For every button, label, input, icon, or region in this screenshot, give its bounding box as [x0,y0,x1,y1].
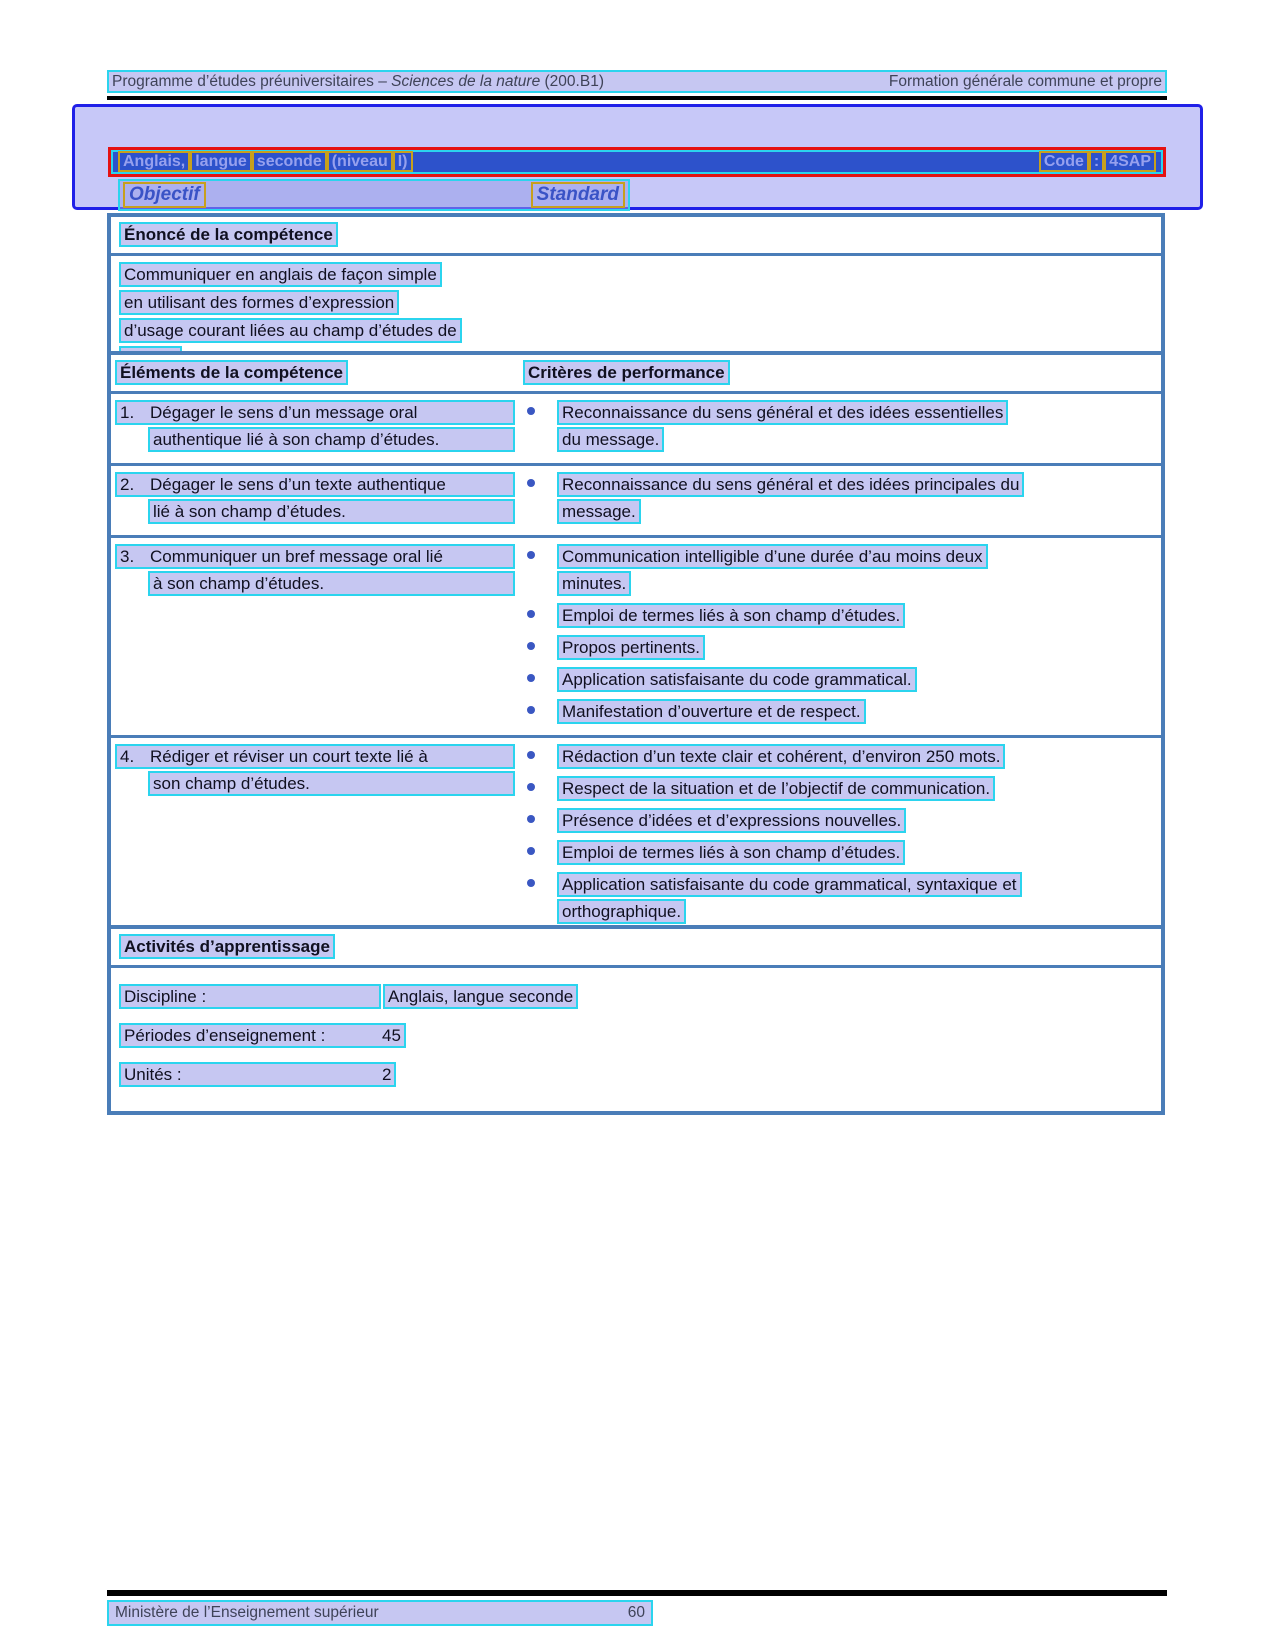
competence-table-header [111,355,1161,394]
enonce-line [119,262,1157,287]
highlighted-text: lié à son champ d’études. [148,499,515,524]
criterion-item [523,603,1157,630]
element-cell [115,400,523,454]
criteres-header-cell [523,360,1157,385]
element-number: 1. [120,403,135,422]
activity-line [119,1023,406,1048]
criterion-line [557,400,1008,425]
highlighted-text: 1. Dégager le sens d’un message oral [115,400,515,425]
activity-line [119,1062,396,1087]
element-line [115,427,523,452]
header-left-suffix: (200.B1) [540,73,604,90]
criterion-line [557,635,705,660]
highlighted-text: du message. [557,427,664,452]
activity-row [119,1023,1157,1048]
criterion-lines [557,744,1005,771]
footer-line [107,1600,653,1626]
highlighted-text: Reconnaissance du sens général et des idées principales du [557,472,1024,497]
highlighted-text: Application satisfaisante du code grammatical. [557,667,917,692]
enonce-table-header [111,217,1161,256]
banner-title [118,153,413,171]
highlighted-text: 4. Rédiger et réviser un court texte lié à [115,744,515,769]
header-left-prefix: Programme d’études préuniversitaires – [112,73,392,90]
banner-code-word: 4SAP [1104,151,1156,172]
criterion-item [523,699,1157,726]
criterion-item [523,776,1157,803]
banner-code [1039,153,1156,171]
course-title-line [111,150,1163,174]
criterion-item [523,544,1157,598]
banner-code-word: : [1089,151,1104,172]
page-header [107,70,1167,100]
highlighted-text: en utilisant des formes d’expression [119,290,399,315]
criterion-line [557,699,866,724]
criterion-line [557,744,1005,769]
bullet-icon [527,751,535,759]
criterion-line [557,667,917,692]
element-number: 2. [120,475,135,494]
standard-label: Standard [531,182,625,208]
highlighted-text: Application satisfaisante du code grammatical, syntaxique et [557,872,1022,897]
criteria-cell [523,472,1157,526]
activites-table-header [111,929,1161,968]
highlighted-text: 2. Dégager le sens d’un texte authentique [115,472,515,497]
enonce-line [119,290,1157,315]
activites-table [107,925,1165,1115]
criterion-item [523,635,1157,662]
criterion-lines [557,840,905,867]
element-line [115,472,523,497]
criterion-lines [557,603,905,630]
highlighted-text: minutes. [557,571,631,596]
criterion-lines [557,400,1008,454]
criterion-line [557,840,905,865]
page-number: 60 [627,1604,645,1621]
criterion-lines [557,808,906,835]
criterion-line [557,603,905,628]
objectif-label: Objectif [123,182,206,208]
highlighted-text: Présence d’idées et d’expressions nouvelles. [557,808,906,833]
page-footer [107,1590,1167,1626]
highlighted-text: Propos pertinents. [557,635,705,660]
highlighted-text: Rédaction d’un texte clair et cohérent, d’environ 250 mots. [557,744,1005,769]
criterion-item [523,840,1157,867]
criterion-lines [557,699,866,726]
activity-label: Discipline : [119,984,381,1009]
element-line [115,544,523,569]
activity-row [119,984,1157,1009]
elements-header-cell [115,360,523,385]
activity-value: 45 [382,1026,401,1045]
bullet-icon [527,479,535,487]
criterion-item [523,667,1157,694]
criterion-line [557,472,1024,497]
criterion-line [557,872,1022,897]
page-header-left [112,72,604,91]
banner-title-word: Anglais, [118,151,190,172]
highlighted-text: Communiquer en anglais de façon simple [119,262,442,287]
criterion-item [523,400,1157,454]
bullet-icon [527,783,535,791]
competence-row [111,394,1161,463]
element-line [115,744,523,769]
criterion-line [557,499,1024,524]
element-line [115,571,523,596]
criterion-item [523,872,1157,926]
bullet-icon [527,551,535,559]
course-title-bar [108,147,1166,177]
competence-row [111,535,1161,735]
banner-title-word: langue [190,151,252,172]
highlighted-text: Communication intelligible d’une durée d’au moins deux [557,544,988,569]
activity-value: Anglais, langue seconde [383,984,578,1009]
criteria-cell [523,544,1157,726]
criterion-line [557,544,988,569]
highlighted-text: à son champ d’études. [148,571,515,596]
bullet-icon [527,847,535,855]
highlighted-text: orthographique. [557,899,686,924]
bullet-icon [527,610,535,618]
highlighted-text: Respect de la situation et de l’objectif de communication. [557,776,995,801]
criterion-item [523,472,1157,526]
objectif-standard-row [118,179,630,211]
criterion-lines [557,635,705,662]
criterion-item [523,808,1157,835]
criterion-lines [557,776,995,803]
criterion-lines [557,667,917,694]
element-line [115,499,523,524]
bullet-icon [527,642,535,650]
page-header-line [107,70,1167,93]
highlighted-text: Emploi de termes liés à son champ d’études. [557,840,905,865]
element-cell [115,472,523,526]
activites-body [111,968,1161,1111]
enonce-line [119,318,1157,343]
element-line [115,771,523,796]
criterion-line [557,899,1022,924]
highlighted-text: Emploi de termes liés à son champ d’études. [557,603,905,628]
competence-row [111,463,1161,535]
highlighted-text: Manifestation d’ouverture et de respect. [557,699,866,724]
criterion-line [557,776,995,801]
activity-label: Unités : [124,1065,182,1084]
criteria-cell [523,400,1157,454]
bullet-icon [527,674,535,682]
element-line [115,400,523,425]
criterion-lines [557,472,1024,526]
highlighted-text: message. [557,499,641,524]
activity-value: 2 [382,1065,392,1084]
bullet-icon [527,407,535,415]
header-left-italic: Sciences de la nature [391,73,541,90]
highlighted-text: son champ d’études. [148,771,515,796]
criterion-lines [557,544,988,598]
activity-label: Périodes d’enseignement : [124,1026,326,1045]
activites-header-text: Activités d’apprentissage [119,934,335,959]
banner-title-word: I) [393,151,413,172]
enonce-header-text: Énoncé de la compétence [119,222,338,247]
highlighted-text: 3. Communiquer un bref message oral lié [115,544,515,569]
criterion-lines [557,872,1022,926]
criteres-header-text: Critères de performance [523,360,730,385]
banner-title-word: (niveau [327,151,393,172]
element-number: 4. [120,747,135,766]
criterion-line [557,427,1008,452]
criterion-item [523,744,1157,771]
element-number: 3. [120,547,135,566]
footer-text: Ministère de l’Enseignement supérieur [115,1604,379,1621]
bullet-icon [527,879,535,887]
elements-header-text: Éléments de la compétence [115,360,348,385]
bullet-icon [527,815,535,823]
bullet-icon [527,706,535,714]
banner-title-word: seconde [252,151,327,172]
criterion-line [557,571,988,596]
highlighted-text: d’usage courant liées au champ d’études de [119,318,462,343]
element-cell [115,544,523,726]
activity-row [119,1062,1157,1087]
highlighted-text: authentique lié à son champ d’études. [148,427,515,452]
title-banner-panel [72,104,1203,210]
criterion-line [557,808,906,833]
page-header-right: Formation générale commune et propre [888,73,1162,90]
banner-code-word: Code [1039,151,1089,172]
highlighted-text: Reconnaissance du sens général et des idées essentielles [557,400,1008,425]
